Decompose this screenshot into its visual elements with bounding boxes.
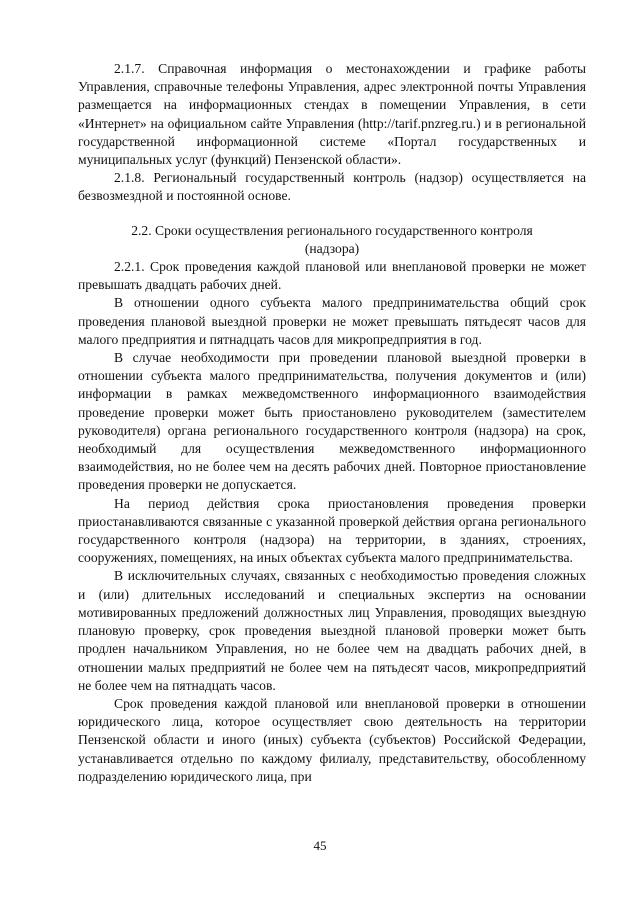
paragraph-suspension-period: На период действия срока приостановления проведения проверки приостанавливаются связанные с указанной проверкой действия органа регионального государственного контроля (надзора) на территории, в зданиях, строениях, сооружениях, помещениях, на иных объектах субъекта малого предпринимательства. (78, 495, 586, 566)
page-number: 45 (313, 838, 327, 853)
paragraph-extension: В исключительных случаях, связанных с необходимостью проведения сложных и (или) длительных исследований и специальных экспертиз на основании мотивированных предложений должностных лиц Управления, проводящих выездную плановую проверку, срок проведения выездной плановой проверки может быть продлен начальником Управления, но не более чем на двадцать рабочих дней, в отношении малых предприятий не более чем на пятьдесят часов, микропредприятий не более чем на пятнадцать часов. (78, 568, 586, 693)
paragraph-2-1-7: 2.1.7. Справочная информация о местонахождении и графике работы Управления, справочные телефоны Управления, адрес электронной почты Управления размещается на информационных стендах в помещении Управления, в сети «Интернет» на официальном сайте Управления (http://tarif.pnzreg.ru.) и в региональной государственной информационной системе «Портал государственных и муниципальных услуг (функций) Пензенской области». (78, 61, 586, 168)
paragraph-small-business-limit: В отношении одного субъекта малого предпринимательства общий срок проведения плановой выездной проверки не может превышать пятьдесят часов для малого предприятия и пятнадцать часов для микропредприятия в год. (78, 295, 586, 347)
paragraph-2-1-8: 2.1.8. Региональный государственный контроль (надзор) осуществляется на безвозмездной и постоянной основе. (78, 170, 586, 204)
document-page (78, 60, 586, 786)
section-title: 2.2. Сроки осуществления регионального государственного контроля (надзора) (131, 222, 533, 256)
paragraph-suspension: В случае необходимости при проведении плановой выездной проверки в отношении субъекта малого предпринимательства, получения документов и (или) информации в рамках межведомственного информационного взаимодействия проведение проверки может быть приостановлено руководителем (заместителем руководителя) органа регионального государственного контроля (надзора) на срок, необходимый для осуществления межведомственного информационного взаимодействия, но не более чем на десять рабочих дней. Повторное приостановление проведения проверки не допускается. (78, 350, 586, 493)
paragraph-2-2-1: 2.2.1. Срок проведения каждой плановой или внеплановой проверки не может превышать двадцать рабочих дней. (78, 259, 586, 293)
paragraph-branches: Срок проведения каждой плановой или внеплановой проверки в отношении юридического лица, которое осуществляет свою деятельность на территории Пензенской области и иного (иных) субъекта (субъектов) Российской Федерации, устанавливается отдельно по каждому филиалу, представительству, обособленному подразделению юридического лица, при (78, 695, 586, 784)
